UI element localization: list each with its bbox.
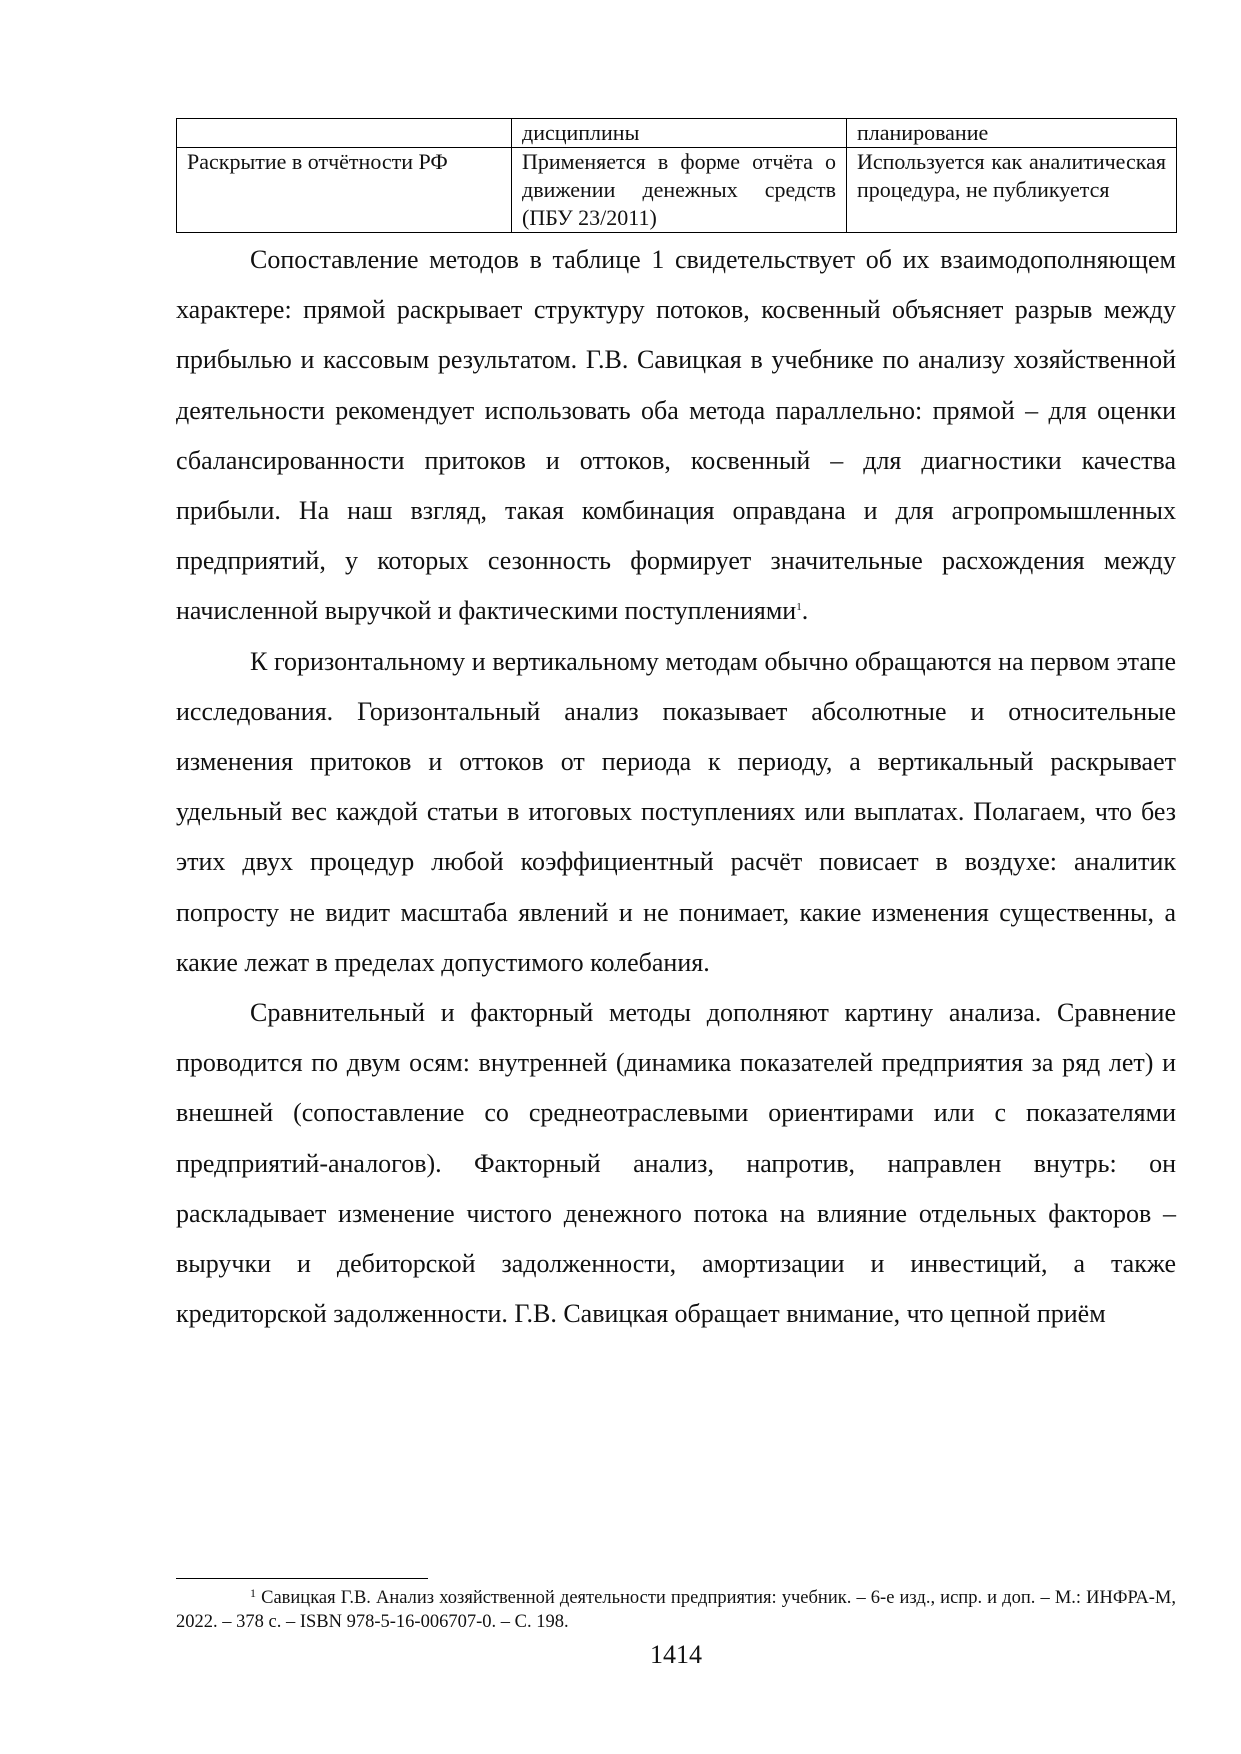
paragraph [176,235,1176,637]
paragraph: К горизонтальному и вертикальному методам обычно обращаются на первом этапе исследования. Горизонтальный анализ показывает абсолютные и относительные изменения притоков и оттоков от периода к периоду, а вертикальный раскрывает удельный вес каждой статьи в итоговых поступлениях или выплатах. Полагаем, что без этих двух процедур любой коэффициентный расчёт повисает в воздухе: аналитик попросту не видит масштаба явлений и не понимает, какие изменения существенны, а какие лежат в пределах допустимого колебания. [176,646,1176,977]
paragraph-tail: . [801,596,809,626]
table-cell: дисциплины [512,119,847,148]
page-number: 1414 [650,1640,702,1669]
paragraph: Сравнительный и факторный методы дополняют картину анализа. Сравнение проводится по двум осям: внутренней (динамика показателей предприятия за ряд лет) и внешней (сопоставление со среднеотраслевыми ориентирами или с показателями предприятий-аналогов). Факторный анализ, напротив, направлен внутрь: он раскладывает изменение чистого денежного потока на влияние отдельных факторов – выручки и дебиторской задолженности, амортизации и инвестиций, а также кредиторской задолженности. Г.В. Савицкая обращает внимание, что цепной приём [176,998,1176,1329]
body-text [176,235,1176,1339]
footnote-reference[interactable]: 1 [796,601,802,614]
footnote-text: Савицкая Г.В. Анализ хозяйственной деятельности предприятия: учебник. – 6-е изд., испр. и доп. – М.: ИНФРА-М, 2022. – 378 с. – ISBN 978-5-16-006707-0. – С. 198. [176,1588,1176,1632]
table-cell [177,119,512,148]
table-cell: Используется как аналитическая процедура, не публикуется [847,148,1177,233]
table-cell: Применяется в форме отчёта о движении денежных средств (ПБУ 23/2011) [512,148,847,233]
footnote [176,1586,1176,1634]
footnote-separator [176,1578,428,1579]
table-cell: Раскрытие в отчётности РФ [177,148,512,233]
paragraph-text: Сопоставление методов в таблице 1 свидетельствует об их взаимодополняющем характере: прямой раскрывает структуру потоков, косвенный объясняет разрыв между прибылью и кассовым результатом. Г.В. Савицкая в учебнике по анализу хозяйственной деятельности рекомендует использовать оба метода параллельно: прямой – для оценки сбалансированности притоков и оттоков, косвенный – для диагностики качества прибыли. На наш взгляд, такая комбинация оправдана и для агропромышленных предприятий, у которых сезонность формирует значительные расхождения между начисленной выручкой и фактическими поступлениями [176,245,1176,626]
footnote-number: 1 [250,1586,256,1600]
continued-comparison-table [176,118,1177,233]
table-row [177,148,1177,233]
table-row [177,119,1177,148]
table-cell: планирование [847,119,1177,148]
